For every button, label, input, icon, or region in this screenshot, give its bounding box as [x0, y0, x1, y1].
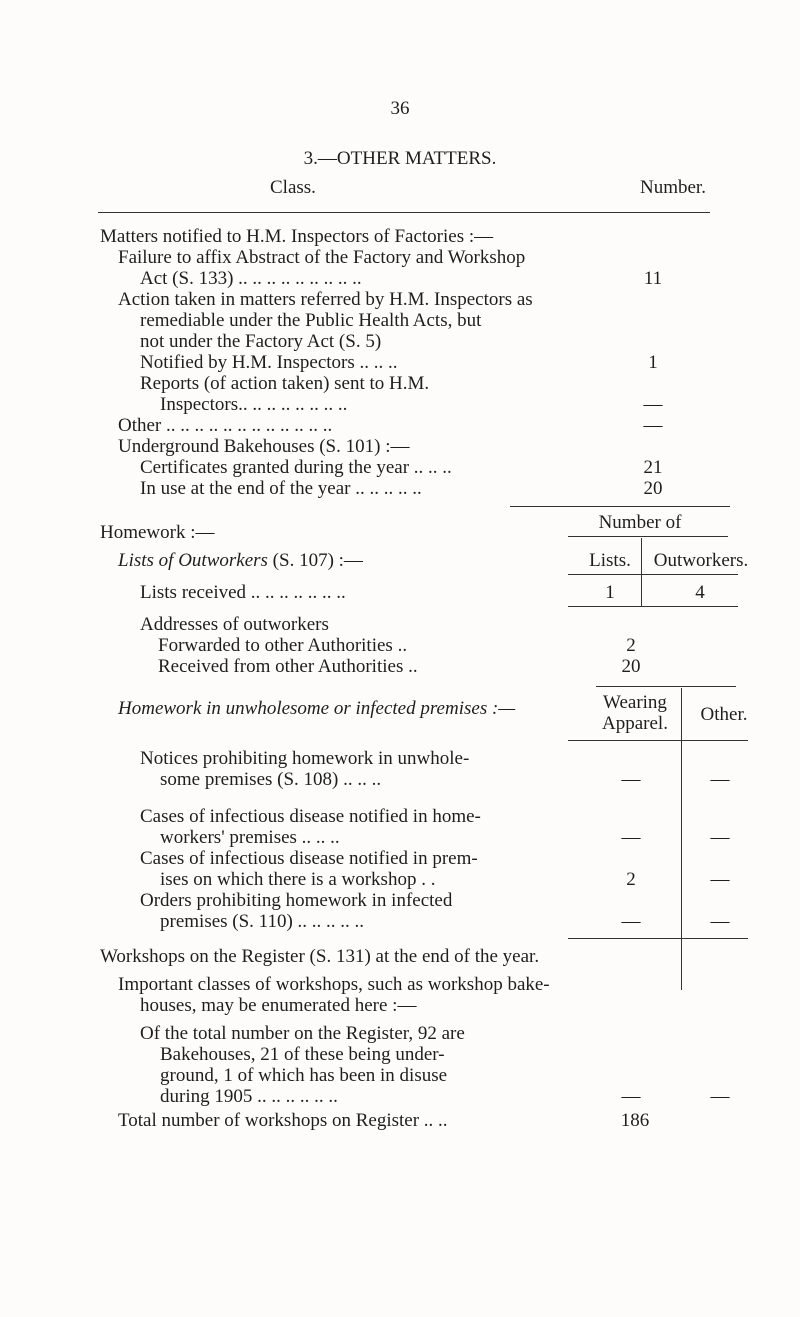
reports-line-1: Reports (of action taken) sent to H.M.: [140, 373, 430, 394]
received-value: 20: [621, 656, 641, 677]
cases1-line-2: workers' premises .. .. ..: [160, 827, 340, 848]
rule-under-unwholesome-header: [568, 740, 748, 741]
cases1-line-1: Cases of infectious disease notified in home-: [140, 806, 481, 827]
col-lists-header: Lists.: [589, 550, 631, 571]
divider-wearing-other: [681, 688, 682, 990]
lists-received-line: Lists received .. .. .. .. .. .. ..: [140, 582, 346, 603]
total-workshops-line: Total number of workshops on Register .. ..: [118, 1110, 448, 1131]
orders-line-1: Orders prohibiting homework in infected: [140, 890, 453, 911]
other-line: Other .. .. .. .. .. .. .. .. .. .. .. ..: [118, 415, 333, 436]
cases2-line-1: Cases of infectious disease notified in prem-: [140, 848, 478, 869]
number-of-header: Number of: [598, 512, 682, 533]
cases2-line-2: ises on which there is a workshop . .: [160, 869, 436, 890]
forwarded-line: Forwarded to other Authorities ..: [158, 635, 408, 656]
in-use-line: In use at the end of the year .. .. .. .. ..: [140, 478, 422, 499]
column-header-number: Number.: [640, 177, 706, 198]
notified-value: 1: [648, 352, 658, 373]
cases2-wearing: 2: [626, 869, 636, 890]
reports-value: —: [643, 394, 663, 415]
page-number: 36: [390, 98, 410, 119]
important-line-2: houses, may be enumerated here :—: [140, 995, 417, 1016]
total-line-1: Of the total number on the Register, 92 are: [140, 1023, 465, 1044]
orders-wearing: —: [621, 911, 641, 932]
addresses-heading: Addresses of outworkers: [140, 614, 329, 635]
rule-under-lists-received: [568, 606, 738, 607]
in-use-value: 20: [643, 478, 663, 499]
orders-other: —: [710, 911, 730, 932]
unwholesome-heading: Homework in unwholesome or infected premises :—: [118, 698, 516, 719]
cases1-other: —: [710, 827, 730, 848]
lists-received-outworkers: 4: [695, 582, 705, 603]
underground-heading: Underground Bakehouses (S. 101) :—: [118, 436, 410, 457]
column-header-class: Class.: [270, 177, 316, 198]
total-line-2: Bakehouses, 21 of these being under-: [160, 1044, 445, 1065]
action-line-2: remediable under the Public Health Acts, but: [140, 310, 482, 331]
rule-under-matters: [510, 506, 730, 507]
cases1-wearing: —: [621, 827, 641, 848]
col-outworkers-header: Outworkers.: [653, 550, 749, 571]
total-line-4-a: —: [621, 1086, 641, 1107]
matters-heading: Matters notified to H.M. Inspectors of Factories :—: [100, 226, 494, 247]
action-line-3: not under the Factory Act (S. 5): [140, 331, 382, 352]
notices-line-2: some premises (S. 108) .. .. ..: [160, 769, 382, 790]
action-line-1: Action taken in matters referred by H.M. Inspectors as: [118, 289, 533, 310]
total-workshops-value: 186: [620, 1110, 650, 1131]
total-line-4-b: —: [710, 1086, 730, 1107]
certificates-line: Certificates granted during the year .. .. ..: [140, 457, 452, 478]
rule-under-number-of: [568, 536, 728, 537]
important-line-1: Important classes of workshops, such as workshop bake-: [118, 974, 550, 995]
total-line-4: during 1905 .. .. .. .. .. ..: [160, 1086, 338, 1107]
rule-under-unwholesome: [568, 938, 748, 939]
workshops-heading: Workshops on the Register (S. 131) at the end of the year.: [100, 946, 540, 967]
failure-line-1: Failure to affix Abstract of the Factory and Workshop: [118, 247, 526, 268]
cases2-other: —: [710, 869, 730, 890]
orders-line-2: premises (S. 110) .. .. .. .. ..: [160, 911, 365, 932]
notified-line: Notified by H.M. Inspectors .. .. ..: [140, 352, 398, 373]
divider-lists-outworkers: [641, 538, 642, 606]
rule-under-lists-header: [568, 574, 738, 575]
received-line: Received from other Authorities ..: [158, 656, 418, 677]
lists-heading-rest: (S. 107) :—: [272, 550, 363, 571]
lists-heading: [118, 550, 363, 571]
notices-wearing: —: [621, 769, 641, 790]
reports-line-2: Inspectors.. .. .. .. .. .. .. ..: [160, 394, 348, 415]
lists-heading-italic: Lists of Outworkers: [118, 550, 268, 571]
col-other-header: Other.: [700, 704, 748, 725]
failure-value: 11: [643, 268, 663, 289]
total-line-3: ground, 1 of which has been in disuse: [160, 1065, 448, 1086]
forwarded-value: 2: [626, 635, 636, 656]
notices-other: —: [710, 769, 730, 790]
homework-heading: Homework :—: [100, 522, 215, 543]
other-value: —: [643, 415, 663, 436]
col-wearing-header-2: Apparel.: [602, 713, 668, 734]
failure-line-2: Act (S. 133) .. .. .. .. .. .. .. .. ..: [140, 268, 362, 289]
col-wearing-header-1: Wearing: [603, 692, 667, 713]
rule-under-header: [98, 212, 710, 213]
notices-line-1: Notices prohibiting homework in unwhole-: [140, 748, 470, 769]
section-title: 3.—OTHER MATTERS.: [303, 148, 497, 169]
rule-above-unwholesome: [596, 686, 736, 687]
lists-received-lists: 1: [605, 582, 615, 603]
certificates-value: 21: [643, 457, 663, 478]
